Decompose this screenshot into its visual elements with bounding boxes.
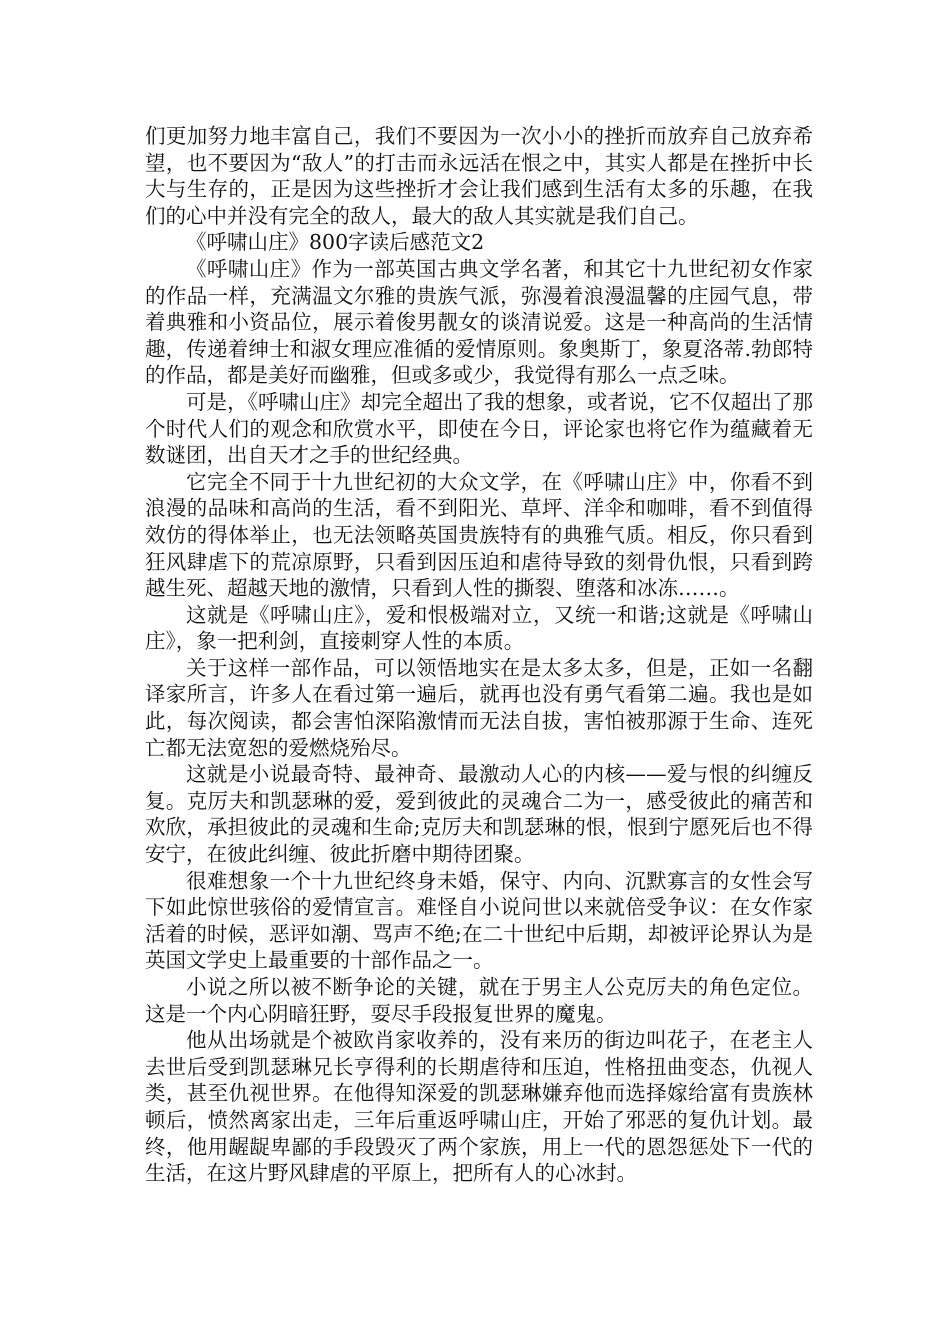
body-paragraph: 他从出场就是个被欧肖家收养的，没有来历的街边叫花子，在老主人去世后受到凯瑟琳兄长亨得利的长期虐待和压迫，性格扭曲变态，仇视人类，甚至仇视世界。在他得知深爱的凯瑟琳嫌弃他而选择嫁给富有贵族林顿后，愤然离家出走，三年后重返呼啸山庄，开始了邪恶的复仇计划。最终，他用龌龊卑鄙的手段毁灭了两个家族，用上一代的恩怨惩处下一代的生活，在这片野风肆虐的平原上，把所有人的心冰封。: [145, 1028, 813, 1186]
body-paragraph: 这就是小说最奇特、最神奇、最激动人心的内核——爱与恨的纠缠反复。克厉夫和凯瑟琳的爱，爱到彼此的灵魂合二为一，感受彼此的痛苦和欢欣，承担彼此的灵魂和生命;克厉夫和凯瑟琳的恨，恨到宁愿死后也不得安宁，在彼此纠缠、彼此折磨中期待团聚。: [145, 762, 813, 867]
body-paragraph: 它完全不同于十九世纪初的大众文学，在《呼啸山庄》中，你看不到浪漫的品味和高尚的生活，看不到阳光、草坪、洋伞和咖啡，看不到值得效仿的得体举止，也无法领略英国贵族特有的典雅气质。相反，你只看到狂风肆虐下的荒凉原野，只看到因压迫和虐待导致的刻骨仇恨，只看到跨越生死、超越天地的激情，只看到人性的撕裂、堕落和冰冻……。: [145, 469, 813, 601]
body-paragraph: 们更加努力地丰富自己，我们不要因为一次小小的挫折而放弃自己放弃希望，也不要因为“敌人”的打击而永远活在恨之中，其实人都是在挫折中长大与生存的，正是因为这些挫折才会让我们感到生活有太多的乐趣，在我们的心中并没有完全的敌人，最大的敌人其实就是我们自己。: [145, 124, 813, 228]
body-paragraph: 关于这样一部作品，可以领悟地实在是太多太多，但是，正如一名翻译家所言，许多人在看过第一遍后，就再也没有勇气看第二遍。我也是如此，每次阅读，都会害怕深陷激情而无法自拔，害怕被那源于生命、连死亡都无法宽恕的爱燃烧殆尽。: [145, 655, 813, 760]
body-paragraph: 小说之所以被不断争论的关键，就在于男主人公克厉夫的角色定位。这是一个内心阴暗狂野，耍尽手段报复世界的魔鬼。: [145, 975, 813, 1026]
body-paragraph: 可是，《呼啸山庄》却完全超出了我的想象，或者说，它不仅超出了那个时代人们的观念和欣赏水平，即使在今日，评论家也将它作为蕴藏着无数谜团，出自天才之手的世纪经典。: [145, 389, 813, 468]
section-heading: 《呼啸山庄》800字读后感范文2: [186, 230, 485, 255]
body-paragraph: 很难想象一个十九世纪终身未婚，保守、内向、沉默寡言的女性会写下如此惊世骇俗的爱情宣言。难怪自小说问世以来就倍受争议：在女作家活着的时候，恶评如潮、骂声不绝;在二十世纪中后期，却被评论界认为是英国文学史上最重要的十部作品之一。: [145, 868, 813, 973]
body-paragraph: 《呼啸山庄》作为一部英国古典文学名著，和其它十九世纪初女作家的作品一样，充满温文尔雅的贵族气派，弥漫着浪漫温馨的庄园气息，带着典雅和小资品位，展示着俊男靓女的谈清说爱。这是一种高尚的生活情趣，传递着绅士和淑女理应准循的爱情原则。象奥斯丁，象夏洛蒂.勃郎特的作品，都是美好而幽雅，但或多或少，我觉得有那么一点乏味。: [145, 256, 813, 388]
document-page: [145, 123, 813, 1187]
body-paragraph: 这就是《呼啸山庄》，爱和恨极端对立，又统一和谐;这就是《呼啸山庄》，象一把利剑，直接刺穿人性的本质。: [145, 602, 813, 654]
